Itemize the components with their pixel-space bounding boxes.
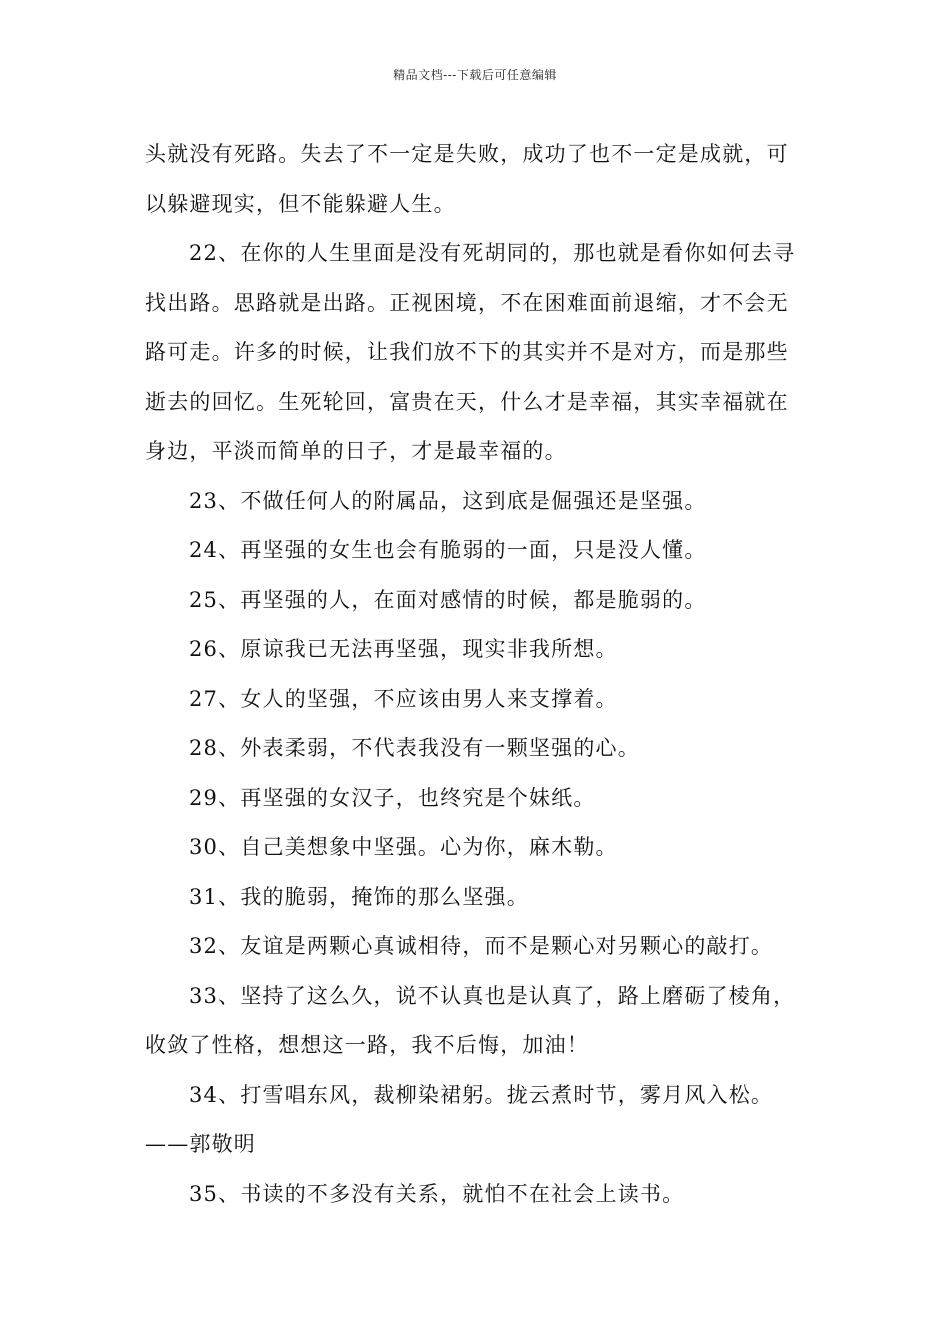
paragraph: 29、再坚强的女汉子，也终究是个妹纸。 [189, 785, 596, 810]
paragraph: 30、自己美想象中坚强。心为你，麻木勒。 [189, 835, 618, 859]
paragraph: 35、书读的不多没有关系，就怕不在社会上读书。 [189, 1181, 685, 1206]
paragraph: 23、不做任何人的附属品，这到底是倔强还是坚强。 [189, 488, 707, 513]
paragraph: 22、在你的人生里面是没有死胡同的，那也就是看你如何去寻找出路。思路就是出路。正视困境，不在困难面前退缩，才不会无路可走。许多的时候，让我们放不下的其实并不是对方，而是那些逝去的回忆。生死轮回，富贵在天，什么才是幸福，其实幸福就在身边，平淡而简单的日子，才是最幸福的。 [145, 241, 796, 463]
paragraph: 28、外表柔弱，不代表我没有一颗坚强的心。 [189, 736, 640, 760]
paragraph: 27、女人的坚强，不应该由男人来支撑着。 [189, 686, 618, 711]
paragraph: 25、再坚强的人，在面对感情的时候，都是脆弱的。 [189, 587, 707, 612]
document-body [145, 130, 807, 1219]
paragraph: 头就没有死路。失去了不一定是失败，成功了也不一定是成就，可以躲避现实，但不能躲避人生。 [145, 142, 789, 216]
paragraph: 34、打雪唱东风，裁柳染裙躬。拢云煮时节，雾月风入松。 ——郭敬明 [145, 1082, 774, 1156]
paragraph: 26、原谅我已无法再坚强，现实非我所想。 [189, 637, 618, 661]
paragraph: 33、坚持了这么久，说不认真也是认真了，路上磨砺了棱角，收敛了性格，想想这一路，我不后悔，加油！ [145, 983, 796, 1057]
paragraph: 24、再坚强的女生也会有脆弱的一面，只是没人懂。 [189, 538, 707, 562]
page-header: 精品文档---下载后可任意编辑 [393, 68, 557, 82]
paragraph: 32、友谊是两颗心真诚相待，而不是颗心对另颗心的敲打。 [189, 934, 774, 958]
paragraph: 31、我的脆弱，掩饰的那么坚强。 [189, 884, 529, 909]
